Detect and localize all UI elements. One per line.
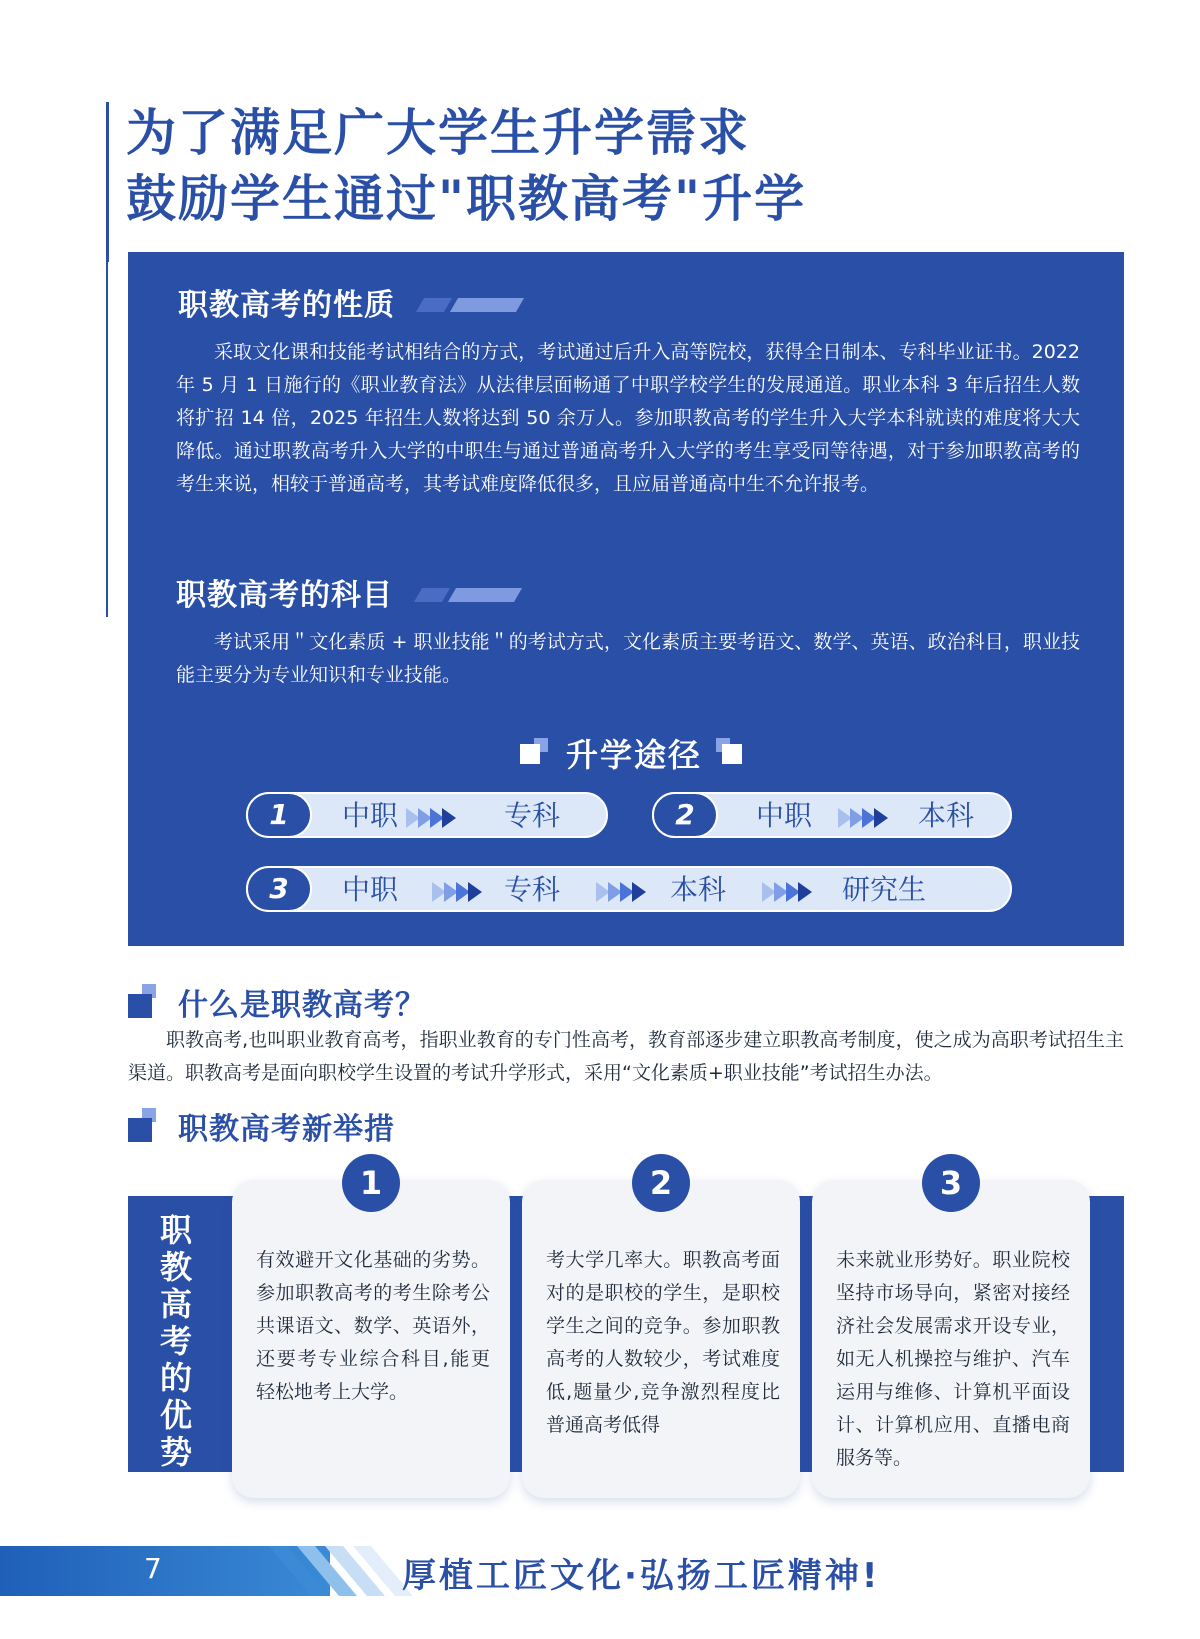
page-headline [126, 100, 806, 232]
what-title: 什么是职教高考？ [178, 988, 426, 1023]
route-stage: 专科 [504, 799, 561, 832]
route-stage: 中职 [756, 799, 813, 832]
advantage-card-2 [522, 1164, 800, 1498]
subjects-paragraph: 考试采用＂文化素质 + 职业技能＂的考试方式，文化素质主要考语文、数学、英语、政治科目，职业技能主要分为专业知识和专业技能。 [176, 631, 1080, 686]
route-number: 1 [246, 792, 312, 838]
route-stage: 本科 [918, 799, 975, 832]
chevrons-right-icon [406, 808, 466, 828]
square-icon [520, 744, 540, 764]
routes-heading [520, 730, 750, 774]
chevrons-right-icon [596, 882, 656, 902]
advantage-text: 有效避开文化基础的劣势。参加职教高考的考生除考公共课语文、数学、英语外，还要考专业综合科目,能更轻松地考上大学。 [256, 1249, 490, 1403]
advantage-number: 3 [922, 1154, 980, 1212]
page-number: 7 [144, 1552, 162, 1585]
headline-accent-rule [106, 102, 109, 262]
route-stage: 本科 [670, 873, 727, 906]
footer-stripes [290, 1546, 410, 1596]
route-stage: 专科 [504, 873, 561, 906]
advantage-card-3 [812, 1164, 1090, 1498]
square-icon [128, 1118, 152, 1142]
nature-paragraph: 采取文化课和技能考试相结合的方式，考试通过后升入高等院校，获得全日制本、专科毕业证书。2022 年 5 月 1 日施行的《职业教育法》从法律层面畅通了中职学校学生的发展通道。职业本科 3 年后招生人数将扩招 14 倍，2025 年招生人数将达到 50 余万人。参加职教高考的学生升入大学本科就读的难度将大大降低。通过职教高考升入大学的中职生与通过普通高考升入大学的考生享受同等待遇，对于参加职教高考的考生来说，相较于普通高考，其考试难度降低很多，且应届普通高中生不允许报考。 [176, 341, 1080, 495]
advantage-card-1 [232, 1164, 510, 1498]
measures-title: 职教高考新举措 [178, 1112, 395, 1147]
advantage-number: 2 [632, 1154, 690, 1212]
advantage-number: 1 [342, 1154, 400, 1212]
what-paragraph: 职教高考,也叫职业教育高考，指职业教育的专门性高考，教育部逐步建立职教高考制度，使之成为高职考试招生主渠道。职教高考是面向职校学生设置的考试升学形式，采用“文化素质+职业技能”考试招生办法。 [128, 1029, 1124, 1084]
advantage-text: 考大学几率大。职教高考面对的是职校的学生，是职校学生之间的竞争。参加职教高考的人数较少，考试难度低,题量少,竞争激烈程度比普通高考低得 [546, 1249, 780, 1436]
chevrons-right-icon [762, 882, 822, 902]
nature-title: 职教高考的性质 [178, 288, 395, 323]
route-pill-3 [246, 866, 1012, 912]
routes-title: 升学途径 [566, 736, 703, 774]
footer-slogan: 厚植工匠文化·弘扬工匠精神! [402, 1556, 881, 1596]
subjects-title: 职教高考的科目 [176, 578, 393, 613]
advantage-text: 未来就业形势好。职业院校坚持市场导向，紧密对接经济社会发展需求开设专业，如无人机操控与维护、汽车运用与维修、计算机平面设计、计算机应用、直播电商服务等。 [836, 1249, 1070, 1469]
chevrons-right-icon [838, 808, 898, 828]
advantages-label: 职教高考的优势 [159, 1211, 192, 1471]
nature-title-deco [414, 298, 524, 314]
headline-line-2: 鼓励学生通过"职教高考"升学 [126, 170, 807, 228]
headline-line-1: 为了满足广大学生升学需求 [126, 104, 750, 162]
square-icon [128, 994, 152, 1018]
route-stage: 中职 [342, 799, 399, 832]
route-stage: 研究生 [842, 873, 927, 906]
chevrons-right-icon [432, 882, 492, 902]
subjects-title-deco [412, 588, 522, 604]
route-stage: 中职 [342, 873, 399, 906]
route-number: 3 [246, 866, 312, 912]
route-pill-1 [246, 792, 608, 838]
left-accent-rule [106, 262, 108, 617]
square-icon [722, 744, 742, 764]
route-pill-2 [652, 792, 1012, 838]
route-number: 2 [652, 792, 718, 838]
